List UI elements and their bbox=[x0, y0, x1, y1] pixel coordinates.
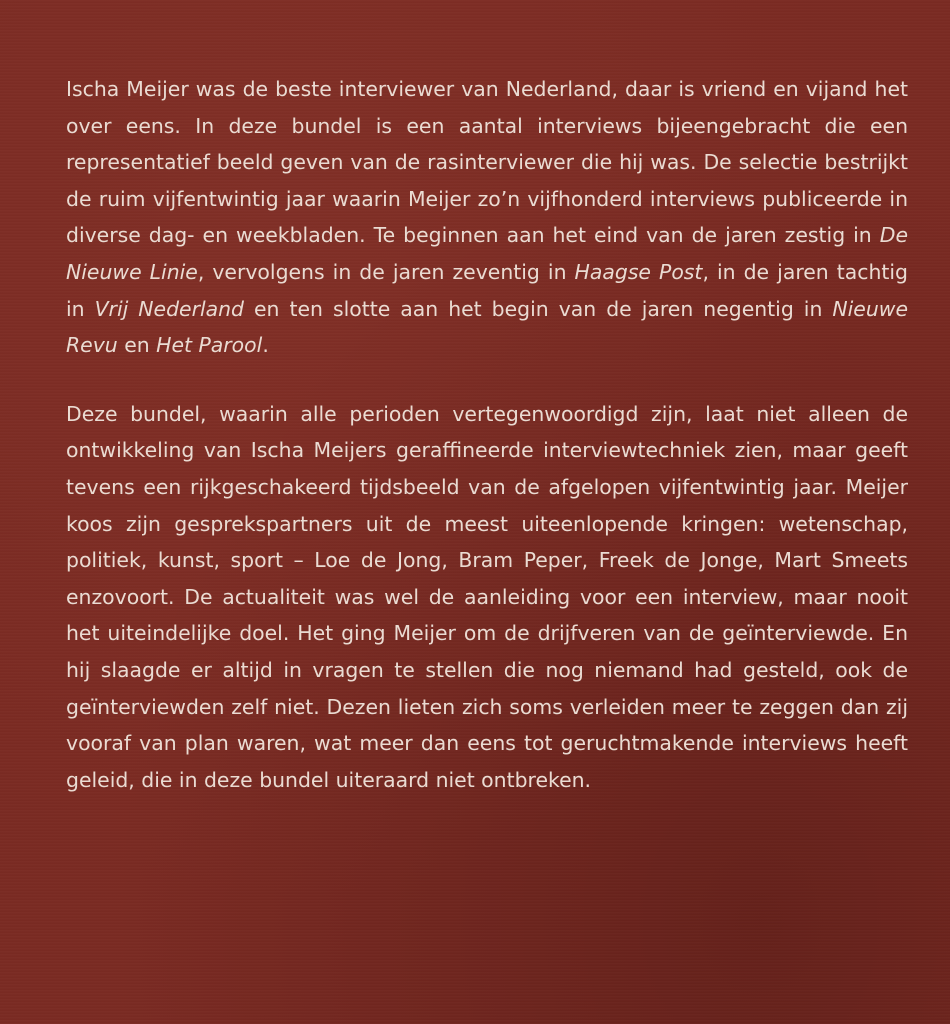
blurb-text-segment: . bbox=[262, 333, 269, 358]
blurb-text-segment: en bbox=[117, 333, 157, 358]
blurb-text-segment: Ischa Meijer was de beste interviewer van Nederland, daar is vriend en vijand het over eens. In deze bundel is een aantal interviews bijeengebracht die een representatief beeld geven van de rasinterviewer die hij was. De selectie bestrijkt de ruim vijfentwintig jaar waarin Meijer zo’n vijfhonderd interviews publiceerde in diverse dag- en weekbladen. Te beginnen aan het eind van de jaren zestig in bbox=[66, 77, 908, 248]
publication-title: Nieuwe Revu bbox=[66, 296, 908, 358]
blurb-paragraph-1 bbox=[66, 71, 908, 364]
publication-title: De Nieuwe Linie bbox=[66, 223, 908, 284]
publication-title: Vrij Nederland bbox=[94, 296, 244, 321]
publication-title: Haagse Post bbox=[574, 259, 703, 284]
publication-title: Het Parool bbox=[156, 333, 263, 358]
blurb-text-segment: , in de jaren tachtig in bbox=[66, 259, 909, 321]
blurb-text-segment: en ten slotte aan het begin van de jaren negentig in bbox=[243, 296, 833, 321]
blurb-paragraph-2 bbox=[66, 396, 908, 799]
blurb-text-segment: , vervolgens in de jaren zeventig in bbox=[197, 259, 575, 284]
blurb-text-segment: Deze bundel, waarin alle perioden vertegenwoordigd zijn, laat niet alleen de ontwikkeling van Ischa Meijers geraffineerde interviewtechniek zien, maar geeft tevens een rijkgeschakeerd tijdsbeeld van de afgelopen vijfentwintig jaar. Meijer koos zijn gesprekspartners uit de meest uiteenlopende kringen: wetenschap, politiek, kunst, sport – Loe de Jong, Bram Peper, Freek de Jonge, Mart Smeets enzovoort. De actualiteit was wel de aanleiding voor een interview, maar nooit het uiteindelijke doel. Het ging Meijer om de drijfveren van de geïnterviewde. En hij slaagde er altijd in vragen te stellen die nog niemand had gesteld, ook de geïnterviewden zelf niet. Dezen lieten zich soms verleiden meer te zeggen dan zij vooraf van plan waren, wat meer dan eens tot geruchtmakende interviews heeft geleid, die in deze bundel uiteraard niet ontbreken. bbox=[66, 401, 908, 792]
blurb-text-block bbox=[66, 71, 908, 798]
